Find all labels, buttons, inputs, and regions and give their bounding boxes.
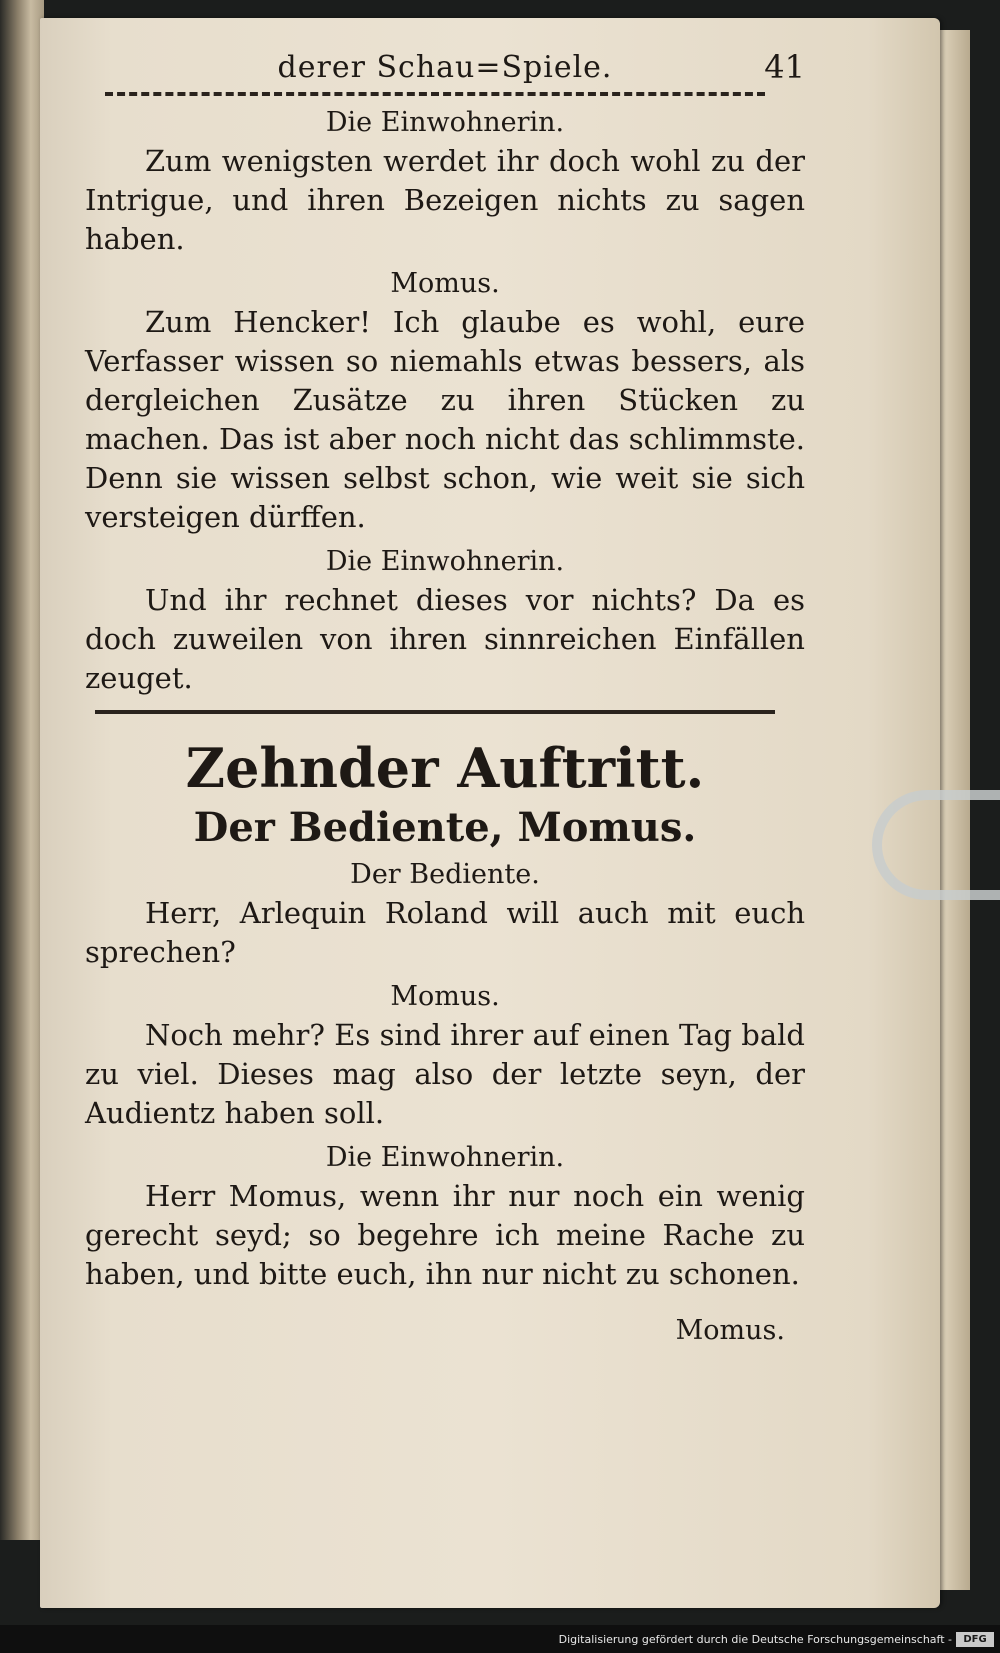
speaker-label: Momus. [390, 268, 500, 299]
page-clip [872, 790, 1000, 900]
funding-credit: Digitalisierung gefördert durch die Deutsche Forschungsgemeinschaft - [558, 1633, 952, 1646]
running-head: derer Schau=Spiele. [277, 50, 613, 85]
footer-bar [0, 1625, 1000, 1653]
speaker-label: Die Einwohnerin. [325, 546, 565, 577]
speaker-label: Der Bediente. [350, 859, 540, 890]
header-rule [105, 92, 765, 96]
speech-text: Und ihr rechnet dieses vor nichts? Da es doch zuweilen von ihren sinnreichen Einfällen zeuget. [85, 583, 805, 695]
left-page-edge [0, 0, 44, 1540]
speaker-label: Die Einwohnerin. [325, 1142, 565, 1173]
catchword: Momus. [675, 1315, 785, 1346]
speech-text: Zum wenigsten werdet ihr doch wohl zu der Intrigue, und ihren Bezeigen nichts zu sagen haben. [85, 144, 805, 256]
speaker-label: Die Einwohnerin. [325, 107, 565, 138]
speech-text: Noch mehr? Es sind ihrer auf einen Tag bald zu viel. Dieses mag also der letzte seyn, der Audientz haben soll. [85, 1018, 805, 1130]
speech-text: Herr Momus, wenn ihr nur noch ein wenig gerecht seyd; so begehre ich meine Rache zu haben, und bitte euch, ihn nur nicht zu schonen. [85, 1179, 805, 1291]
page-header [85, 40, 805, 88]
speaker-label: Momus. [390, 981, 500, 1012]
dfg-logo: DFG [956, 1632, 994, 1647]
page-text [85, 40, 805, 1350]
scene-divider [95, 710, 775, 714]
page-number: 41 [764, 48, 805, 86]
scene-persons: Der Bediente, Momus. [193, 804, 697, 851]
speech-text: Herr, Arlequin Roland will auch mit euch sprechen? [85, 896, 805, 969]
scene-title: Zehnder Auftritt. [185, 736, 705, 800]
speech-text: Zum Hencker! Ich glaube es wohl, eure Verfasser wissen so niemahls etwas bessers, als dergleichen Zusätze zu ihren Stücken zu machen. Das ist aber noch nicht das schlimmste. Denn sie wissen selbst schon, wie weit sie sich versteigen dürffen. [85, 305, 805, 534]
